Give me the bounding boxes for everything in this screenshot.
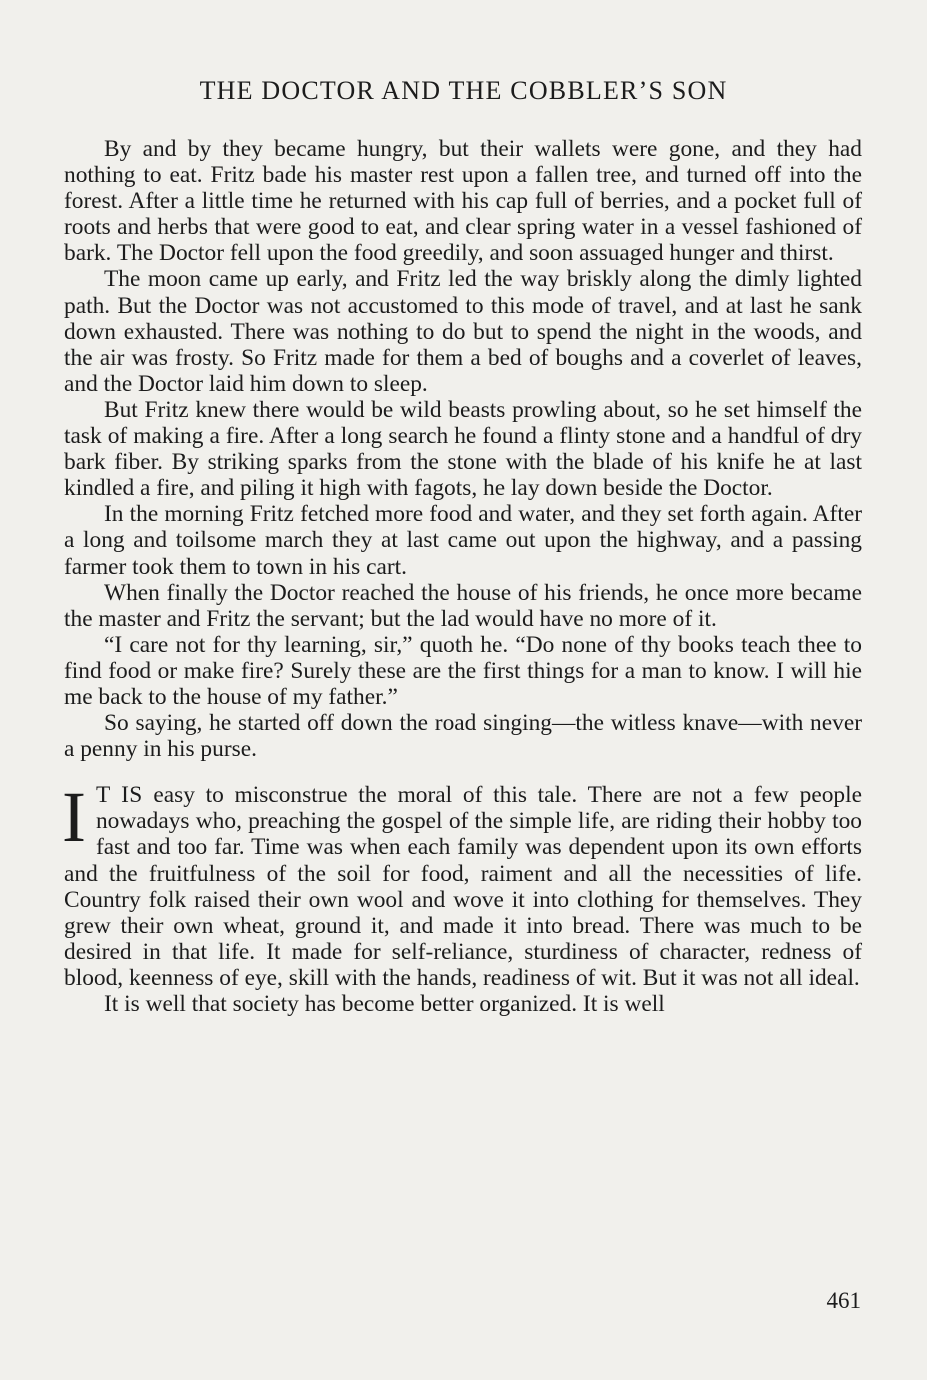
paragraph: But Fritz knew there would be wild beasts prowling about, so he set himself the task of making a fire. After a long search he found a flinty stone and a handful of dry bark fiber. By striking sparks from the stone with the blade of his knife he at last kindled a fire, and piling it high with fagots, he lay down beside the Doctor. (64, 396, 862, 502)
paragraph: So saying, he started off down the road singing—the witless knave—with never a penny in his purse. (64, 710, 862, 763)
lead-in: T IS (95, 782, 143, 809)
paragraph: The moon came up early, and Fritz led the way briskly along the dimly lighted path. But the Doctor was not accustomed to this mode of travel, and at last he sank down exhausted. There was nothing to do but to spend the night in the woods, and the air was frosty. So Fritz made for them a bed of boughs and a coverlet of leaves, and the Doctor laid him down to sleep. (64, 266, 862, 397)
paragraph: It is well that society has become better organized. It is well (104, 991, 665, 1017)
page-number: 461 (826, 1288, 861, 1313)
paragraph: By and by they became hungry, but their wallets were gone, and they had nothing to eat. Fritz bade his master rest upon a fallen tree, and turned off into the forest. After a little time he returned with his cap full of berries, and a pocket full of roots and herbs that were good to eat, and clear spring water in a vessel fashioned of bark. The Doctor fell upon the food greedily, and soon assuaged hunger and thirst. (64, 136, 862, 267)
section-text: easy to misconstrue the moral of this tale. There are not a few people nowadays who, preaching the gospel of the simple life, are riding their hobby too fast and too far. Time was when each family was dependent upon its own efforts and the fruitfulness of the soil for food, raiment and all the necessities of life. Country folk raised their own wool and wove it into clothing for themselves. They grew their own wheat, ground it, and made it into bread. There was much to be desired in that life. It made for self-reliance, sturdiness of character, redness of blood, keenness of eye, skill with the hands, readiness of wit. But it was not all ideal. (64, 782, 862, 991)
section-opening-paragraph (62, 777, 862, 991)
drop-cap: I (62, 777, 86, 858)
paragraph: “I care not for thy learning, sir,” quoth he. “Do none of thy books teach thee to find food or make fire? Surely these are the first things for a man to know. I will hie me back to the house of my father.” (64, 631, 862, 710)
running-title: THE DOCTOR AND THE COBBLER’S SON (199, 76, 728, 105)
body-text (64, 136, 862, 1017)
paragraph: In the morning Fritz fetched more food and water, and they set forth again. After a long and toilsome march they at last came out upon the highway, and a passing farmer took them to town in his cart. (64, 501, 862, 580)
paragraph: When finally the Doctor reached the house of his friends, he once more became the master and Fritz the servant; but the lad would have no more of it. (64, 579, 862, 632)
